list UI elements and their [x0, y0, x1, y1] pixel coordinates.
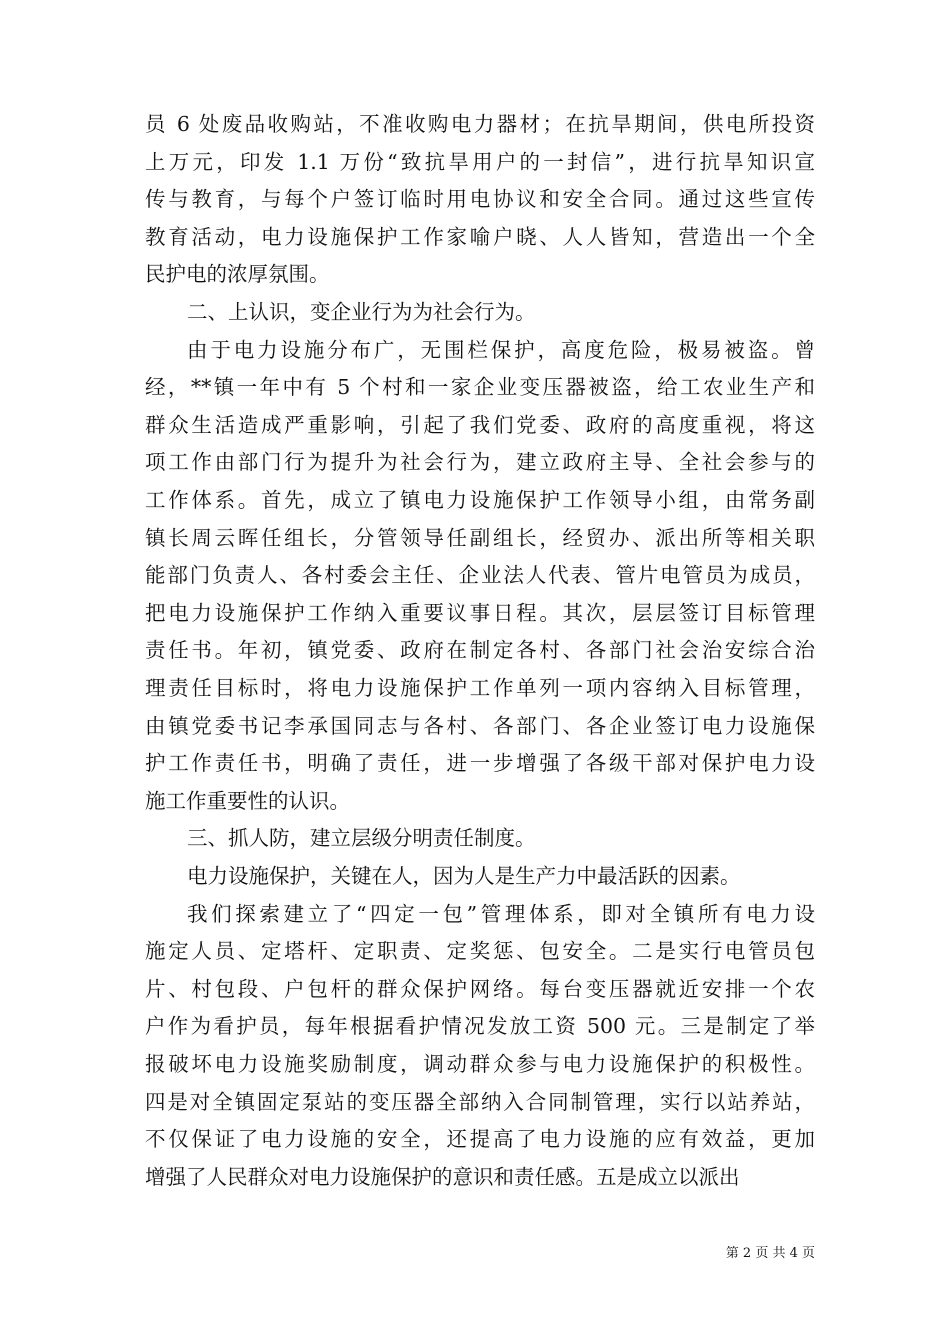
text-line: 经，**镇一年中有 5 个村和一家企业变压器被盗，给工农业生产和	[145, 375, 815, 400]
text-line: 传与教育，与每个户签订临时用电协议和安全合同。通过这些宣传	[145, 187, 815, 212]
text-line: 户作为看护员，每年根据看护情况发放工资 500 元。三是制定了举	[145, 1014, 815, 1039]
text-line: 工作体系。首先，成立了镇电力设施保护工作领导小组，由常务副	[145, 488, 815, 512]
page-footer: 第 2 页 共 4 页	[725, 1246, 815, 1261]
text-line: 镇长周云晖任组长，分管领导任副组长，经贸办、派出所等相关职	[145, 525, 815, 550]
text-line: 二、上认识，变企业行为为社会行为。	[187, 300, 536, 324]
text-line: 责任书。年初，镇党委、政府在制定各村、各部门社会治安综合治	[145, 638, 815, 663]
text-line: 电力设施保护，关键在人，因为人是生产力中最活跃的因素。	[187, 864, 741, 888]
text-line: 三、抓人防，建立层级分明责任制度。	[187, 826, 536, 851]
text-line: 群众生活造成严重影响，引起了我们党委、政府的高度重视，将这	[145, 412, 815, 437]
text-line: 由于电力设施分布广，无围栏保护，高度危险，极易被盗。曾	[187, 337, 815, 362]
text-line: 护工作责任书，明确了责任，进一步增强了各级干部对保护电力设	[145, 751, 815, 776]
text-line: 理责任目标时，将电力设施保护工作单列一项内容纳入目标管理，	[145, 676, 815, 700]
text-line: 片、村包段、户包杆的群众保护网络。每台变压器就近安排一个农	[145, 976, 815, 1001]
text-line: 四是对全镇固定泵站的变压器全部纳入合同制管理，实行以站养站，	[145, 1089, 815, 1114]
text-line: 施工作重要性的认识。	[145, 788, 350, 813]
text-line: 不仅保证了电力设施的安全，还提高了电力设施的应有效益，更加	[145, 1127, 815, 1152]
text-line: 增强了人民群众对电力设施保护的意识和责任感。五是成立以派出	[145, 1164, 740, 1189]
text-line: 上万元，印发 1.1 万份“致抗旱用户的一封信”，进行抗旱知识宣	[145, 149, 815, 174]
text-line: 民护电的浓厚氛围。	[145, 262, 330, 287]
text-line: 教育活动，电力设施保护工作家喻户晓、人人皆知，营造出一个全	[145, 224, 815, 249]
text-line: 报破坏电力设施奖励制度，调动群众参与电力设施保护的积极性。	[145, 1052, 815, 1076]
text-line: 能部门负责人、各村委会主任、企业法人代表、管片电管员为成员，	[145, 563, 815, 588]
text-line: 员 6 处废品收购站，不准收购电力器材；在抗旱期间，供电所投资	[145, 112, 815, 136]
text-line: 施定人员、定塔杆、定职责、定奖惩、包安全。二是实行电管员包	[145, 939, 815, 964]
text-line: 项工作由部门行为提升为社会行为，建立政府主导、全社会参与的	[145, 450, 815, 475]
text-line: 由镇党委书记李承国同志与各村、各部门、各企业签订电力设施保	[145, 713, 815, 738]
text-line: 把电力设施保护工作纳入重要议事日程。其次，层层签订目标管理	[145, 600, 815, 625]
text-line: 我们探索建立了“四定一包”管理体系，即对全镇所有电力设	[187, 901, 815, 926]
